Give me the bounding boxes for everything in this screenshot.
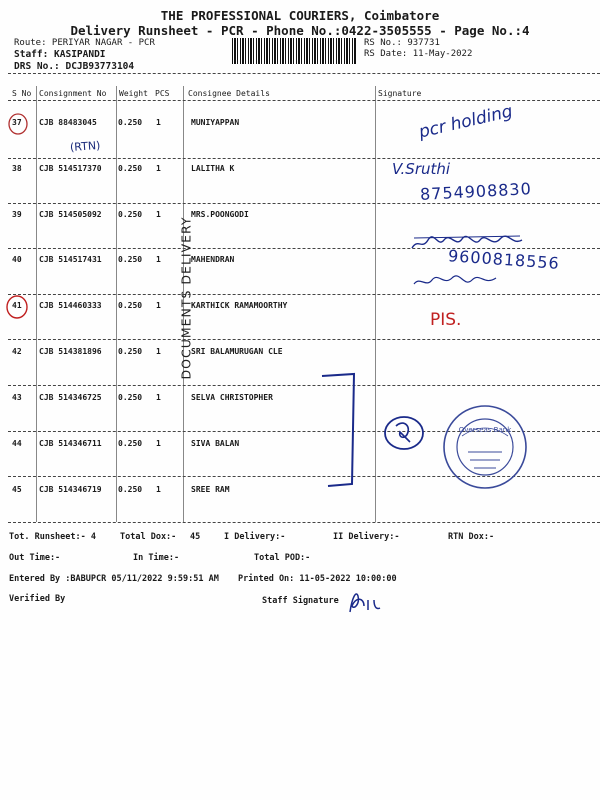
- row-pcs: 1: [156, 439, 161, 448]
- row-sno: 41: [12, 301, 22, 310]
- row-pcs: 1: [156, 164, 161, 173]
- row-sno: 40: [12, 255, 22, 264]
- row-sno: 42: [12, 347, 22, 356]
- handwritten-name: V.Sruthi: [392, 160, 451, 178]
- handwritten-phone: 8754908830: [419, 179, 533, 204]
- row-weight: 0.250: [118, 301, 143, 310]
- row-consignee: MUNIYAPPAN: [191, 118, 240, 127]
- row-sno: 45: [12, 485, 22, 494]
- row-weight: 0.250: [118, 118, 143, 127]
- col-sno: S No: [12, 89, 32, 98]
- row-consignment: CJB 514505092: [39, 210, 102, 219]
- row-consignee: MAHENDRAN: [191, 255, 235, 264]
- handwritten-signature: [380, 412, 430, 454]
- row-consignee: SELVA CHRISTOPHER: [191, 393, 273, 402]
- barcode: [232, 38, 356, 64]
- col-separator: [375, 86, 376, 522]
- row-consignee: LALITHA K: [191, 164, 235, 173]
- bank-stamp: [440, 402, 530, 492]
- bank-stamp-text: Overseas Bank: [458, 426, 512, 434]
- company-title: THE PROFESSIONAL COURIERS, Coimbatore: [160, 8, 440, 23]
- row-pcs: 1: [156, 255, 161, 264]
- handwritten-signature: pcr holding: [416, 101, 515, 143]
- col-separator: [36, 86, 37, 522]
- row-pcs: 1: [156, 118, 161, 127]
- total-pod: Total POD:-: [254, 553, 311, 563]
- row-pcs: 1: [156, 301, 161, 310]
- col-consignment: Consignment No: [39, 89, 107, 98]
- rs-number: RS No.: 937731: [364, 38, 440, 48]
- divider: [8, 158, 600, 159]
- row-sno: 38: [12, 164, 22, 173]
- route-text: Route: PERIYAR NAGAR - PCR: [14, 38, 155, 48]
- row-consignee: SIVA BALAN: [191, 439, 240, 448]
- staff-signature: [346, 588, 386, 616]
- row-weight: 0.250: [118, 485, 143, 494]
- handwritten-circle: [6, 112, 30, 136]
- row-weight: 0.250: [118, 347, 143, 356]
- handwritten-signature: PIS.: [430, 310, 462, 330]
- row-weight: 0.250: [118, 393, 143, 402]
- col-pcs: PCS: [155, 89, 170, 98]
- verified-by: Verified By: [9, 594, 66, 604]
- row-consignment: CJB 514346719: [39, 485, 102, 494]
- rs-date: RS Date: 11-May-2022: [364, 49, 473, 59]
- out-time: Out Time:-: [9, 553, 61, 563]
- row-consignment: CJB 514517370: [39, 164, 102, 173]
- ii-delivery: II Delivery:-: [333, 532, 400, 542]
- staff-text: Staff: KASIPANDI: [14, 49, 106, 60]
- runsheet-subtitle: Delivery Runsheet - PCR - Phone No.:0422-3505555 - Page No.:4: [70, 23, 530, 38]
- total-dox-label: Total Dox:-: [120, 532, 177, 542]
- row-pcs: 1: [156, 347, 161, 356]
- row-weight: 0.250: [118, 439, 143, 448]
- row-consignee: SRI BALAMURUGAN CLE: [191, 347, 283, 356]
- divider: [8, 73, 600, 74]
- row-sno: 43: [12, 393, 22, 402]
- divider: [8, 203, 600, 204]
- handwritten-bracket: [318, 372, 368, 492]
- total-dox-value: 45: [190, 532, 201, 542]
- drs-number: DRS No.: DCJB93773104: [14, 61, 135, 72]
- row-consignment: CJB 88483045: [39, 118, 97, 127]
- rtn-dox: RTN Dox:-: [448, 532, 495, 542]
- divider: [8, 385, 600, 386]
- col-consignee: Consignee Details: [188, 89, 270, 98]
- col-weight: Weight: [119, 89, 148, 98]
- row-weight: 0.250: [118, 164, 143, 173]
- tot-runsheet: Tot. Runsheet:- 4: [9, 532, 96, 542]
- divider: [8, 339, 600, 340]
- divider: [8, 294, 600, 295]
- divider: [8, 522, 600, 523]
- row-consignment: CJB 514517431: [39, 255, 102, 264]
- row-sno: 44: [12, 439, 22, 448]
- row-consignee: KARTHICK RAMAMOORTHY: [191, 301, 288, 310]
- staff-signature-label: Staff Signature: [262, 596, 339, 606]
- handwritten-rtn: (RTN): [69, 138, 101, 155]
- row-weight: 0.250: [118, 255, 143, 264]
- divider: [8, 100, 600, 101]
- in-time: In Time:-: [133, 553, 180, 563]
- row-consignment: CJB 514381896: [39, 347, 102, 356]
- entered-by: Entered By :BABUPCR 05/11/2022 9:59:51 AM: [9, 574, 219, 584]
- row-weight: 0.250: [118, 210, 143, 219]
- row-consignment: CJB 514460333: [39, 301, 102, 310]
- row-sno: 39: [12, 210, 22, 219]
- row-consignee: MRS.POONGODI: [191, 210, 249, 219]
- printed-on: Printed On: 11-05-2022 10:00:00: [238, 574, 397, 584]
- row-pcs: 1: [156, 393, 161, 402]
- col-signature: Signature: [378, 89, 422, 98]
- row-consignment: CJB 514346711: [39, 439, 102, 448]
- col-separator: [116, 86, 117, 522]
- row-consignee: SREE RAM: [191, 485, 230, 494]
- handwritten-signature: [412, 274, 502, 290]
- handwritten-circle: [4, 294, 30, 320]
- handwritten-phone: 9600818556: [447, 246, 561, 273]
- row-sno: 37: [12, 118, 22, 127]
- row-pcs: 1: [156, 485, 161, 494]
- i-delivery: I Delivery:-: [224, 532, 286, 542]
- row-pcs: 1: [156, 210, 161, 219]
- row-consignment: CJB 514346725: [39, 393, 102, 402]
- documents-delivery-stamp: DOCUMENTS DELIVERY: [178, 216, 194, 380]
